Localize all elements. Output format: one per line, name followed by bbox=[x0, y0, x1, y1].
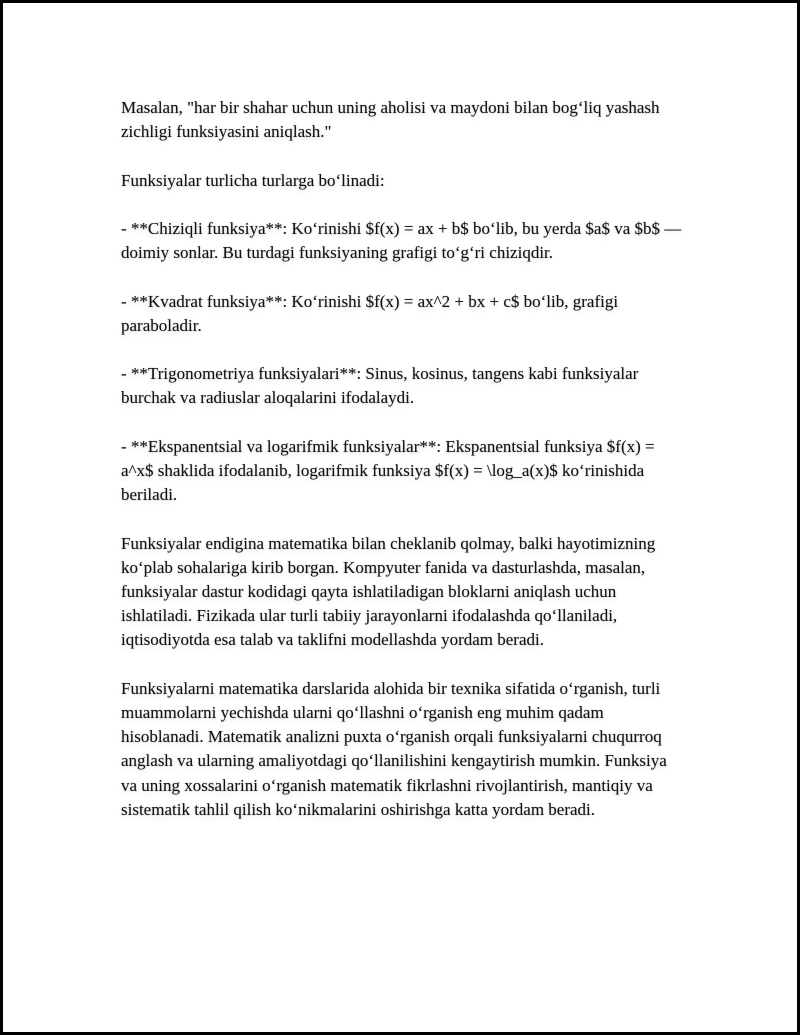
paragraph-applications: Funksiyalar endigina matematika bilan cheklanib qolmay, balki hayotimizning ko‘plab sohalariga kirib borgan. Kompyuter fanida va dasturlashda, masalan, funksiyalar dastur kodidagi qayta ishlatiladigan bloklarni aniqlash uchun ishlatiladi. Fizikada ular turli tabiiy jarayonlarni ifodalashda qo‘llaniladi, iqtisodiyotda esa talab va taklifni modellashda yordam beradi. bbox=[121, 533, 656, 650]
document-body bbox=[121, 96, 687, 846]
list-item-linear-function: - **Chiziqli funksiya**: Ko‘rinishi $f(x) = ax + b$ bo‘lib, bu yerda $a$ va $b$ — doimiy sonlar. Bu turdagi funksiyaning grafigi to‘g‘ri chiziqdir. bbox=[121, 218, 682, 263]
paragraph-example: Masalan, "har bir shahar uchun uning aholisi va maydoni bilan bog‘liq yashash zichligi funksiyasini aniqlash." bbox=[121, 98, 660, 142]
paragraph-types-intro: Funksiyalar turlicha turlarga bo‘linadi: bbox=[121, 170, 385, 190]
list-item-exponential-logarithmic-functions: - **Ekspanentsial va logarifmik funksiyalar**: Ekspanentsial funksiya $f(x) = a^x$ shaklida ifodalanib, logarifmik funksiya $f(x) = \log_a(x)$ ko‘rinishida beriladi. bbox=[121, 436, 655, 505]
list-item-quadratic-function: - **Kvadrat funksiya**: Ko‘rinishi $f(x) = ax^2 + bx + c$ bo‘lib, grafigi paraboladir. bbox=[121, 291, 619, 335]
list-item-trigonometric-functions: - **Trigonometriya funksiyalari**: Sinus, kosinus, tangens kabi funksiyalar burchak va radiuslar aloqalarini ifodalaydi. bbox=[121, 364, 639, 408]
paragraph-conclusion: Funksiyalarni matematika darslarida alohida bir texnika sifatida o‘rganish, turli muammolarni yechishda ularni qo‘llashni o‘rganish eng muhim qadam hisoblanadi. Matematik analizni puxta o‘rganish orqali funksiyalarni chuqurroq anglash va ularning amaliyotdagi qo‘llanilishini kengaytirish mumkin. Funksiya va uning xossalarini o‘rganish matematik fikrlashni rivojlantirish, mantiqiy va sistematik tahlil qilish ko‘nikmalarini oshirishga katta yordam beradi. bbox=[121, 678, 667, 819]
